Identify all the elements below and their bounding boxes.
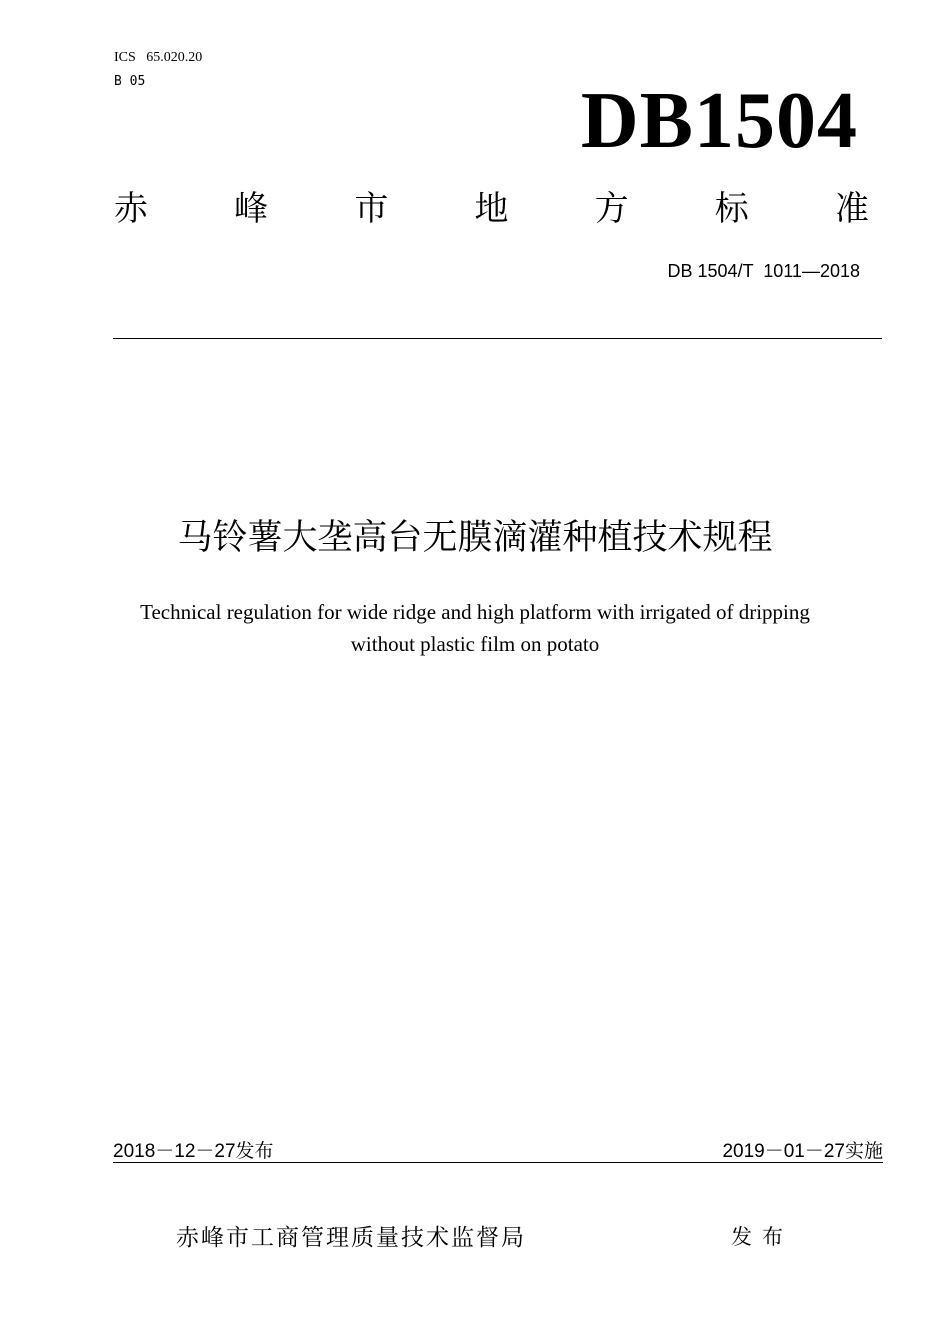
ccs-code: B 05 (114, 74, 146, 89)
standard-code: DB1504 (580, 77, 858, 165)
implementation-date-suffix: 实施 (844, 1140, 883, 1162)
standard-type-char: 地 (474, 189, 509, 229)
implementation-date (722, 1138, 883, 1165)
standard-number: DB 1504/T 1011—2018 (667, 261, 860, 281)
header-divider (113, 338, 882, 339)
ics-code: ICS 65.020.20 (114, 50, 203, 65)
document-title-en (100, 596, 850, 660)
document-title-zh: 马铃薯大垄高台无膜滴灌种植技术规程 (177, 518, 773, 558)
standard-type (114, 186, 869, 232)
standard-type-char: 标 (714, 189, 749, 229)
footer-divider (113, 1162, 883, 1163)
publish-label: 发布 (731, 1225, 793, 1249)
title-en-line-2: without plastic film on potato (350, 632, 600, 656)
issue-date-value: 2018－12－27 (113, 1141, 236, 1162)
issue-date-suffix: 发布 (235, 1140, 274, 1162)
standard-type-char: 峰 (234, 189, 269, 229)
standard-type-char: 市 (354, 189, 389, 229)
standard-type-char: 准 (834, 189, 869, 229)
standard-type-char: 赤 (114, 189, 148, 229)
standard-type-char: 方 (594, 189, 629, 229)
issue-date (113, 1138, 274, 1165)
implementation-date-value: 2019－01－27 (722, 1141, 845, 1162)
issuing-authority: 赤峰市工商管理质量技术监督局 (176, 1225, 526, 1251)
title-en-line-1: Technical regulation for wide ridge and high platform with irrigated of dripping (140, 600, 810, 624)
